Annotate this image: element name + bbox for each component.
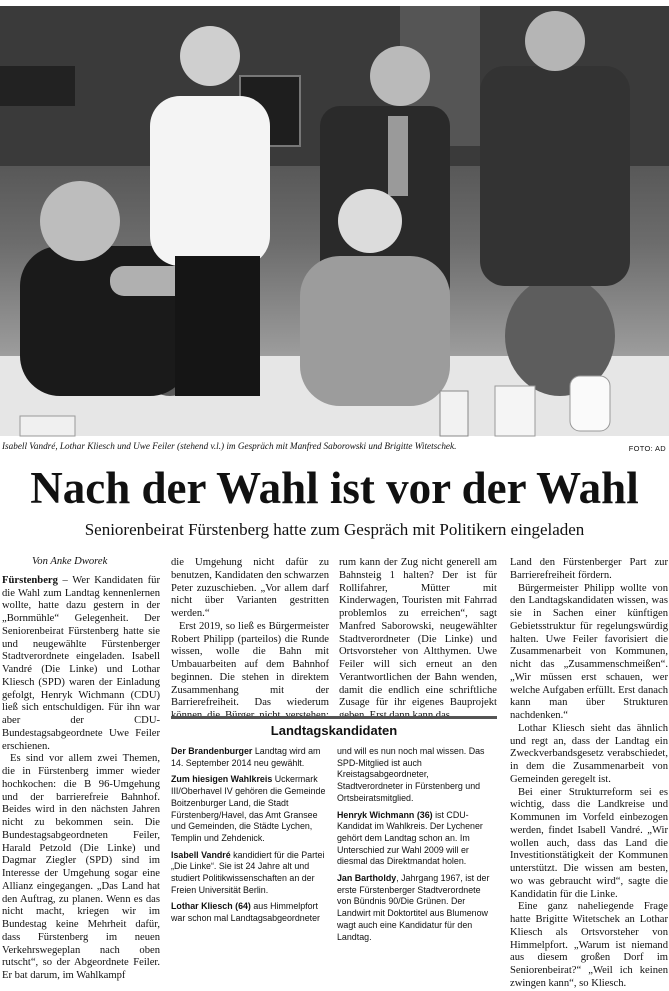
dateline: Fürstenberg [2,574,58,586]
article-column-1 [2,556,160,981]
paragraph: Bürgermeister Philipp wollte von den Landtagskandidaten wissen, was sie in Sachen einer künftigen Gebietsstruktur für regelungswürdig halten. Uwe Feiler favorisiert die Zusammenarbeit von Kommunen, nicht das „Zusammenschmeißen“. „Wir müssen erst schauen, wer welche Aufgaben erfüllt. Erst danach kann man über Strukturen nachdenken.“ [510,582,668,721]
infobox-column-left [171,746,331,960]
paragraph: Es sind vor allem zwei Themen, die in Fürstenberg immer wieder hochkochen: die B 96-Umgehung und der barrierefreie Bahnhof. Beides wird in den nächsten Jahren nicht zu bekommen sein. Die Bundestagsabgeordneten Feiler, Harald Petzold (Die Linke) und Dagmar Ziegler (SPD) sind im Interesse der Umgehung sogar eine Allianz eingegangen. „Das Land hat den Auftrag, zu planen. Wenn es das nicht macht, kriegen wir im Bundestag keine Mehrheit dafür, dass Fürstenberg im neuen Verkehrswegeplan nach oben rutscht“, so der Abgeordnete Feiler. Er bat darum, im Wahlkampf [2,753,160,981]
paragraph: Fürstenberg – Wer Kandidaten für die Wahl zum Landtag kennenlernen wollte, hatte dazu gestern in der „Bornmühle“ Gelegenheit. Der Seniorenbeirat Fürstenberg hatte sie und neugewählte Fürstenberger Stadtverordnete eingeladen. Isabell Vandré (Die Linke) und Lothar Kliesch (SPD) waren der Einladung gefolgt, Henryk Wichmann (CDU) ließ sich entschuldigen. Für ihn war aber der CDU-Bundestagsabgeordnete Uwe Feiler erschienen. [2,574,160,752]
paragraph: die Umgehung nicht dafür zu benutzen, Kandidaten den schwarzen Peter zuzuschieben. „Vor allem darf nicht über Varianten gestritten werden.“ [171,557,329,619]
infobox-entry: Der Brandenburger Landtag wird am 14. September 2014 neu gewählt. [171,746,321,768]
paragraph: Eine ganz naheliegende Frage hatte Brigitte Witetschek an Lothar Kliesch als Ortsvorsteher von Himmelpfort. „Warum ist niemand aus diesem großen Dorf im Seniorenbeirat?“ „Weil ich keinen zwingen kann“, so Kliesch. [510,901,668,989]
infobox-title: Landtagskandidaten [171,716,497,743]
headline: Nach der Wahl ist vor der Wahl [30,463,639,513]
paragraph: Lothar Kliesch sieht das ähnlich und regt an, dass der Landtag ein Zweckverbandsgesetz verabschiedet, in dem die Zusammenarbeit von Gemeinden geregelt ist. [510,722,668,785]
photo-illustration [0,6,669,436]
subheadline: Seniorenbeirat Fürstenberg hatte zum Gespräch mit Politikern eingeladen [84,520,585,539]
infobox-column-right [337,746,497,960]
paragraph: Bei einer Strukturreform sei es wichtig, dass die Landkreise und Kommunen im Vorfeld einbezogen werden, findet Isabell Vandré. „Wir wollen auch, dass das Land die Investitionstätigkeit der Kommunen unterstützt. Die wissen am besten, wo was gebraucht wird“, sagte die Kandidatin für die Linke. [510,786,668,900]
infobox [171,716,497,966]
infobox-entry: Henryk Wichmann (36) ist CDU-Kandidat im Wahlkreis. Der Lychener gehört dem Landtag schon an. Im Unterschied zur Wahl 2009 will er diesmal das Direktmandat holen. [337,809,483,867]
paragraph: Land den Fürstenberger Part zur Barrierefreiheit fördern. [510,557,668,581]
article-photo [0,6,669,436]
photo-caption: Isabell Vandré, Lothar Kliesch und Uwe Feiler (stehend v.l.) im Gespräch mit Manfred Saborowski und Brigitte Witetschek. [2,441,457,451]
infobox-entry: und will es nun noch mal wissen. Das SPD-Mitglied ist auch Kreistagsabgeordneter, Stadtverordneter in Fürstenberg und Ortsbeiratsmitglied. [337,746,485,803]
photo-credit: FOTO: AD [628,444,666,453]
infobox-entry: Jan Bartholdy, Jahrgang 1967, ist der erste Fürstenberger Stadtverordnete von Bündnis 90/Die Grünen. Der Landwirt mit Doktortitel aus Blumenow wagt auch eine Kandidatur für den Landtag. [337,873,490,942]
infobox-entry: Isabell Vandré kandidiert für die Partei „Die Linke“. Sie ist 24 Jahre alt und studiert Politikwissenschaften an der Freien Universität Berlin. [171,849,325,895]
article-column-2 [171,557,329,712]
infobox-entry: Lothar Kliesch (64) aus Himmelpfort war schon mal Landtagsabgeordneter [171,901,320,924]
article-column-4 [510,557,668,989]
paragraph: Erst 2019, so ließ es Bürgermeister Robert Philipp (parteilos) die Runde wissen, wolle die Bahn mit Umbauarbeiten auf dem Bahnhof beginnen. Die stehen in direktem Zusammenhang mit der Barrierefreiheit. Das wiederum [171,620,329,709]
article-column-3 [339,557,497,712]
paragraph: rum kann der Zug nicht generell am Bahnsteig 1 halten? Der ist für Rollifahrer, Mütter mit Kinderwagen, Touristen mit Fahrrad problemlos zu erreichen“, sagt Manfred Saborowski, neugewählter Stadtverordneter (Die Linke) und Ortsvorsteher von Altthymen. Uwe Feiler will sich erneut an den Verantwortlichen der Bahn wenden, damit die endlich eine schriftliche Zusage für ihr eigenes Bauprojekt [339,557,497,709]
byline: Von Anke Dworek [32,556,108,567]
infobox-entry: Zum hiesigen Wahlkreis Uckermark III/Oberhavel IV gehören die Gemeinde Boitzenburger Land, die Stadt Fürstenberg/Havel, das Amt Gransee und Gemeinden, die Städte Lychen, Templin und Zehdenick. [171,774,326,843]
